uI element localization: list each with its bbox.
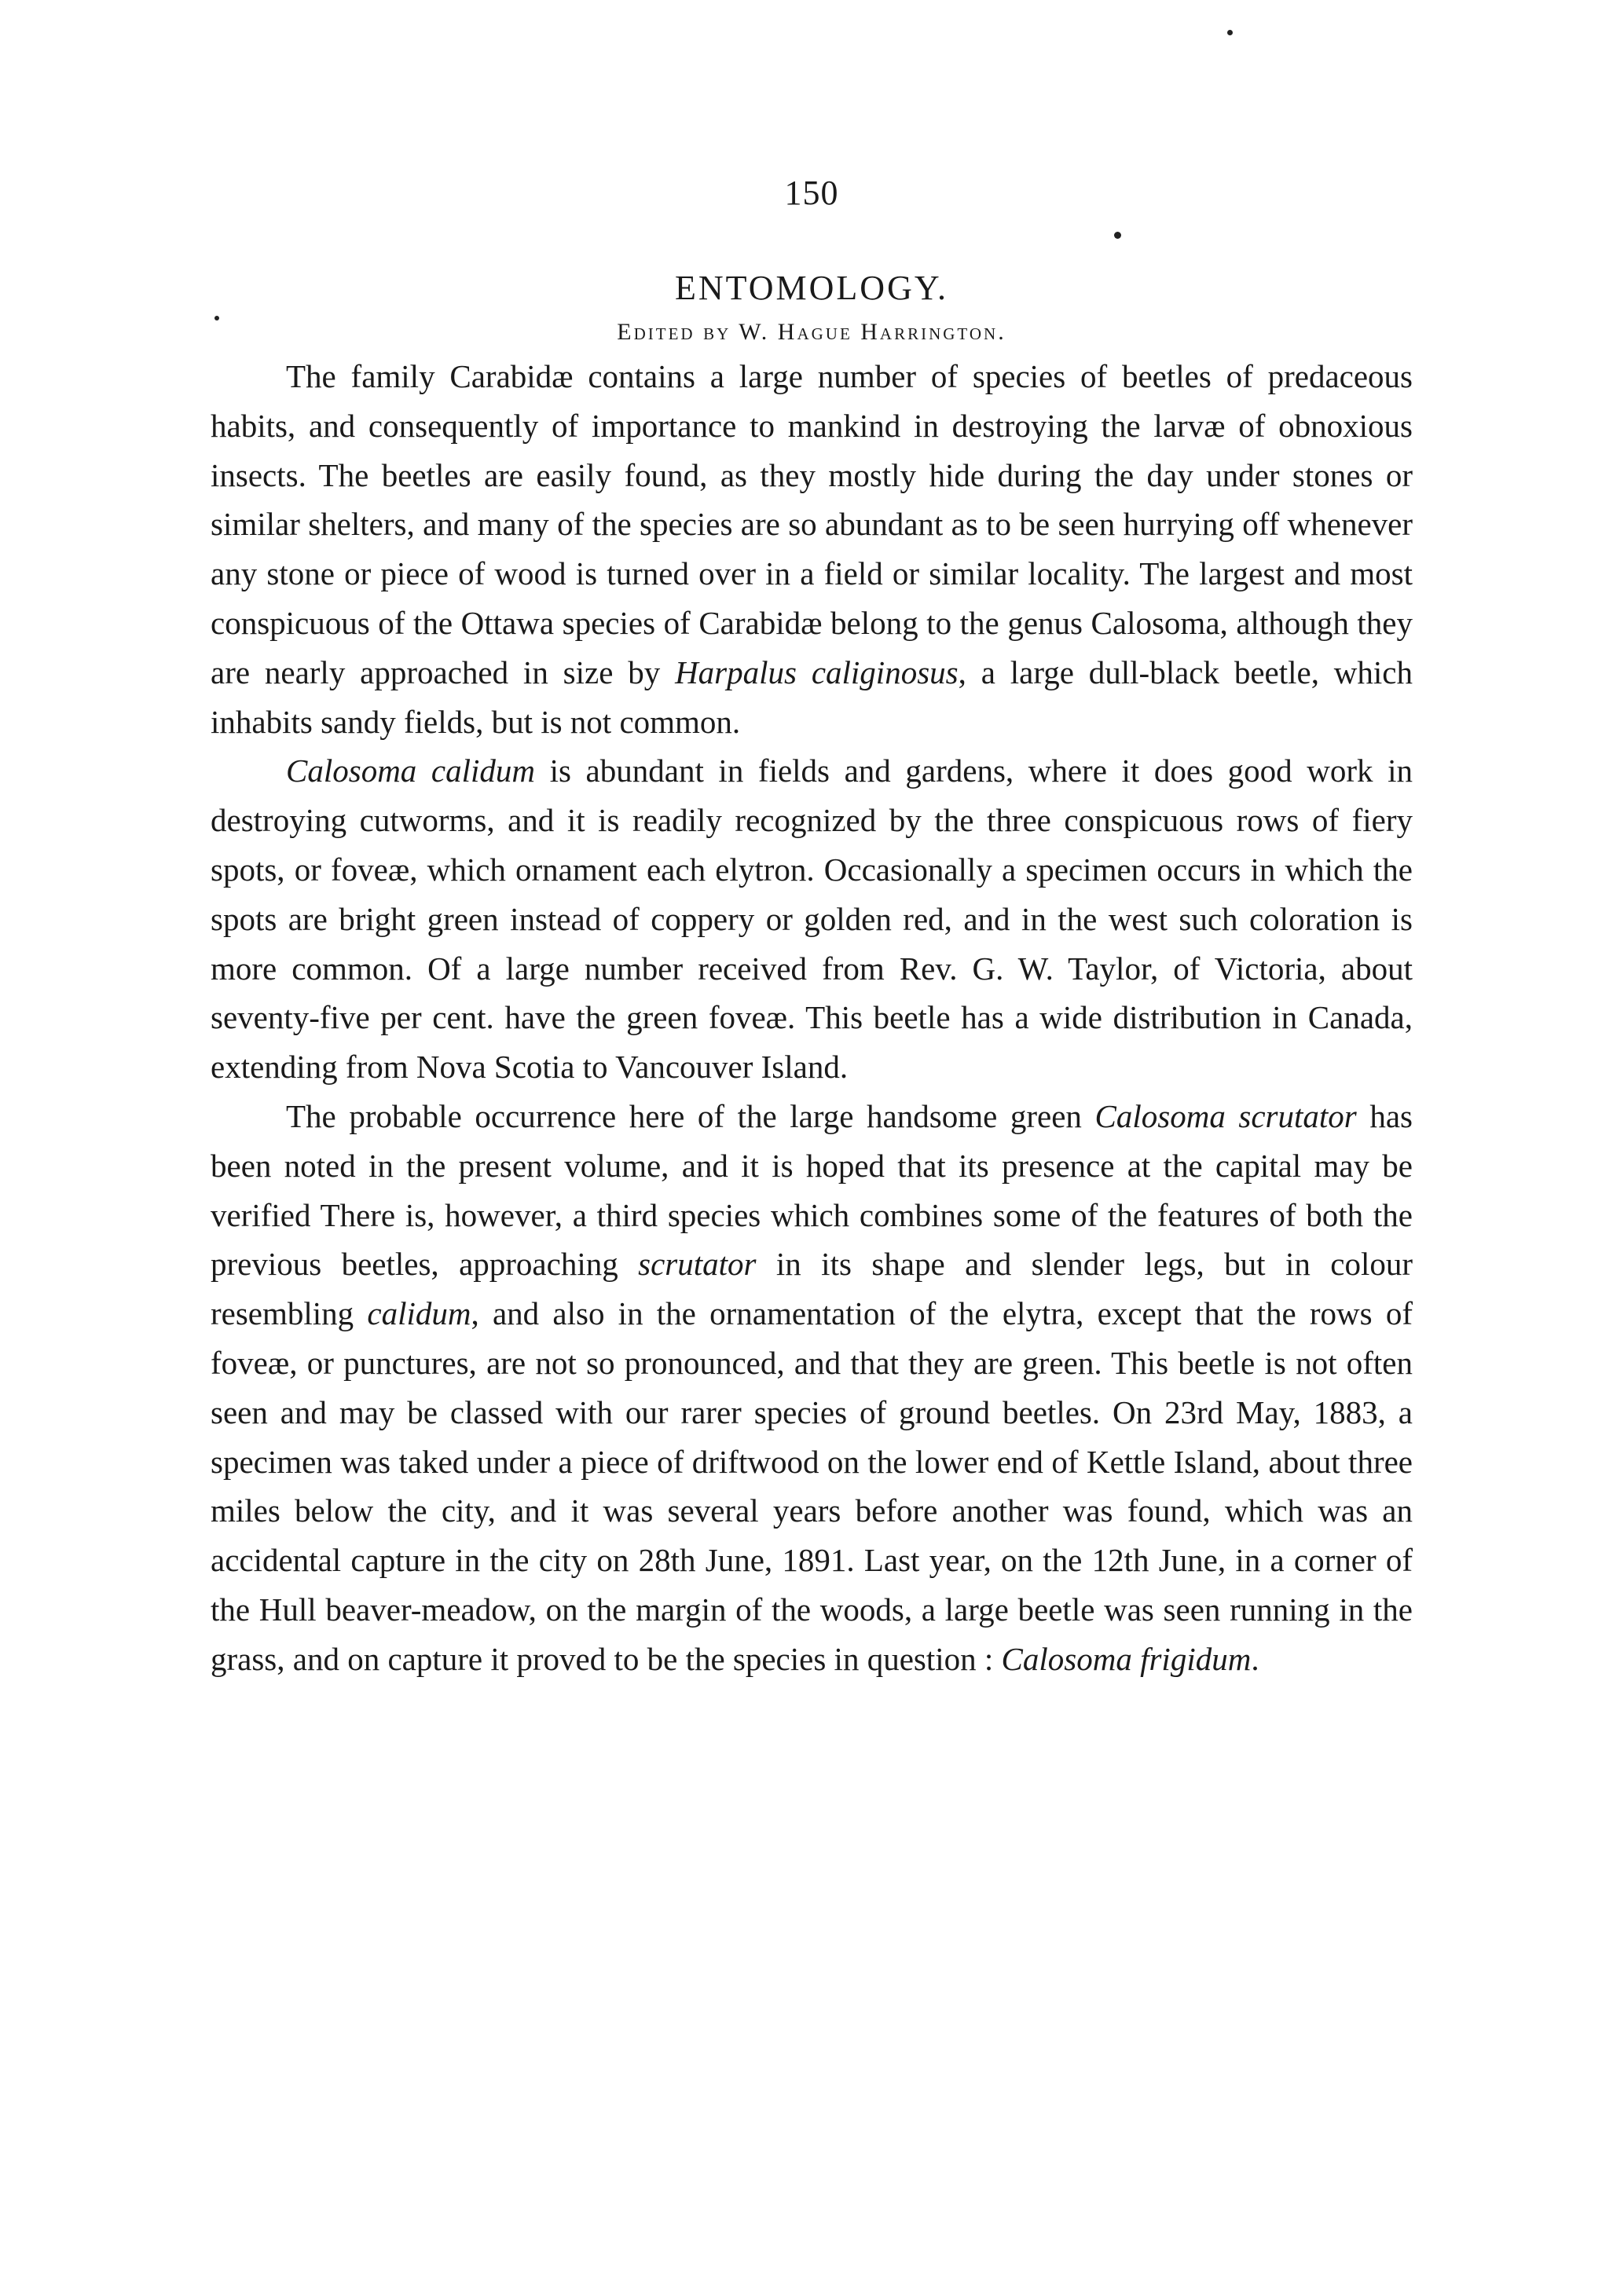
section-title: ENTOMOLOGY. [675,269,948,307]
body-text [211,352,1413,1684]
italic-species-name: calidum [367,1295,471,1332]
paragraph [211,352,1413,746]
text-run: , a large dull-black beetle, which inhabits sandy fields, but is not common. [211,654,1413,740]
text-run: The family Carabidæ contains a large number of species of beetles of predaceous habits, and consequently of importance to mankind in destroying the larvæ of obnoxious insects. The beetles are easily found, as they mostly hide during the day under stones or similar shelters, and many of the species are so abundant as to be seen hurrying off whenever any stone or piece of wood is turned over in a field or similar locality. The largest and most conspicuous of the Ottawa species of Carabidæ belong to the genus Calosoma, although they are nearly approached in size by [211,358,1413,690]
text-run: in its shape and slender legs, but in colour resembling [211,1246,1413,1332]
paragraph [211,1092,1413,1684]
print-speck [1227,30,1233,35]
document-page [211,173,1413,1684]
italic-species-name: scrutator [638,1246,757,1283]
italic-species-name: Harpalus caliginosus [675,654,959,690]
text-run: is abundant in fields and gardens, where it does good work in destroying cutworms, and it is readily recognized by the three conspicuous rows of fiery spots, or foveæ, which ornament each elytron. Occasionally a specimen occurs in which the spots are bright green instead of coppery or golden red, and in the west such coloration is more common. Of a large number received from Rev. G. W. Taylor, of Victoria, about seventy-five per cent. have the green foveæ. This beetle has a wide distribution in Canada, extending from Nova Scotia to Vancouver Island. [211,753,1413,1086]
text-run: , and also in the ornamentation of the elytra, except that the rows of foveæ, or punctures, are not so pronounced, and that they are green. This beetle is not often seen and may be classed with our rarer species of ground beetles. On 23rd May, 1883, a specimen was taked under a piece of driftwood on the lower end of Kettle Island, about three miles below the city, and it was several years before another was found, which was an accidental capture in the city on 28th June, 1891. Last year, on the 12th June, in a corner of the Hull beaver-meadow, on the margin of the woods, a large beetle was seen running in the grass, and on capture it proved to be the species in question : [211,1295,1413,1677]
italic-species-name: Calosoma calidum [286,753,535,789]
italic-species-name: Calosoma scrutator [1094,1097,1357,1134]
paragraph [211,746,1413,1092]
text-run: has been noted in the present volume, and it is hoped that its presence at the capital may be verified There is, however, a third species which combines some of the features of both the previous beetles, approaching [211,1097,1413,1283]
byline: Edited by W. Hague Harrington. [617,319,1006,345]
text-run: The probable occurrence here of the large handsome green [286,1097,1095,1134]
page-number: 150 [784,174,839,212]
italic-species-name: Calosoma frigidum [1001,1640,1252,1677]
text-run: . [1251,1640,1259,1677]
